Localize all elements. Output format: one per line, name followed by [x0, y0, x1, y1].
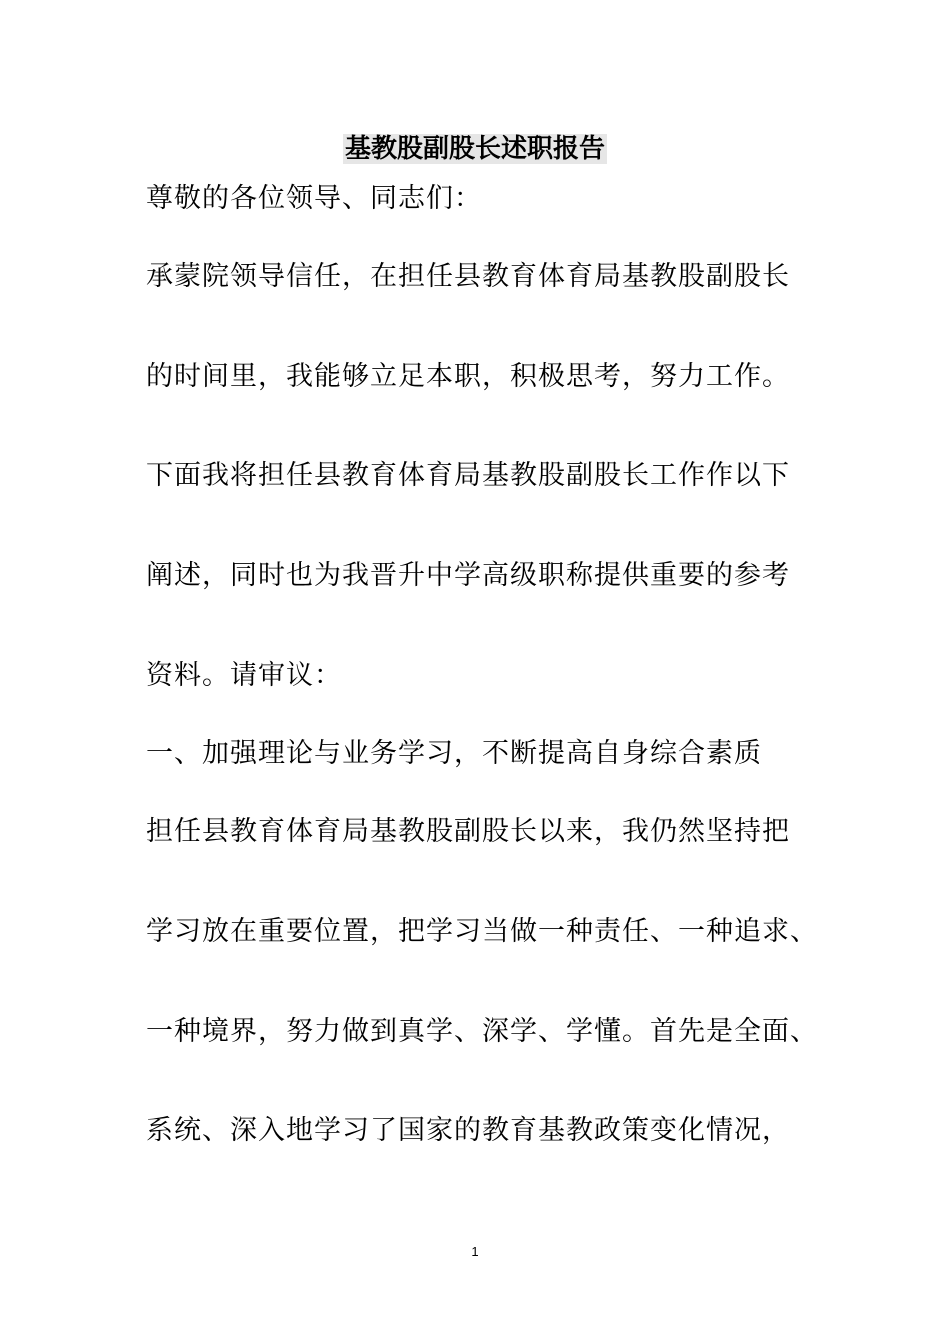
body-line: 的时间里，我能够立足本职，积极思考，努力工作。 [146, 361, 790, 392]
body-line: 资料。请审议： [146, 660, 342, 691]
body-line: 下面我将担任县教育体育局基教股副股长工作作以下 [146, 460, 790, 491]
body-line: 一种境界，努力做到真学、深学、学懂。首先是全面、 [146, 1016, 818, 1047]
page-number: 1 [471, 1244, 479, 1259]
body-line: 学习放在重要位置，把学习当做一种责任、一种追求、 [146, 916, 818, 947]
body-line: 阐述，同时也为我晋升中学高级职称提供重要的参考 [146, 560, 790, 591]
document-title-text: 基教股副股长述职报告 [344, 134, 605, 164]
body-line: 系统、深入地学习了国家的教育基教政策变化情况， [146, 1115, 790, 1146]
body-line: 承蒙院领导信任，在担任县教育体育局基教股副股长 [146, 261, 790, 292]
body-line: 担任县教育体育局基教股副股长以来，我仍然坚持把 [146, 816, 790, 847]
salutation-line: 尊敬的各位领导、同志们： [146, 183, 482, 214]
section-heading: 一、加强理论与业务学习，不断提高自身综合素质 [146, 738, 762, 769]
document-title [0, 131, 950, 167]
